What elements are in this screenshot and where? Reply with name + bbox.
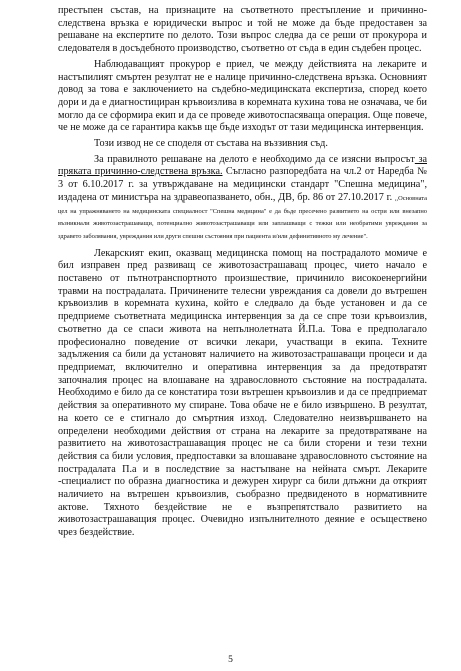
paragraph-3: Този извод не се споделя от състава на въззивния съд. bbox=[94, 138, 328, 150]
paragraph-1: престъпен състав, на признаците на съответното престъпление и причинно-следствена връзка е юридически въпрос и той не може да бъде предоставен за решаване на експертите по делото. Този въпрос следва да се реши от прокурора и следователя в досъдебното производство, съответно от съда в един съдебен процес. bbox=[58, 5, 427, 55]
paragraph-5: Лекарският екип, оказващ медицинска помощ на пострадалото момиче е бил изправен пред развиващ се животозастрашаващ процес, чието начало е поставено от пътнотранспортното произшествие, причинило високоенергийни травми на пострадалата. Причинените телесни увреждания са довели до вътрешен кръвоизлив в коремната кухина, който е следвало да бъде установен и да се предприеме съответната медицинска интервенция за да се спре този кръвоизлив, съответно да се спаси живота на непълнолетната Й.П.а. Това е предполагало професионално поведение от всички лекари, участващи в екипа. Техните задължения са били да установят наличието на животозастрашаващи процеси и да предприемат, включително и оперативна интервенция за да предотвратят започналия процес на влошаване на здравословното състояние на пострадалата. Необходимо е било да се констатира този вътрешен кръвоизлив и да се предприемат действия за оперативното му спиране. Това обаче не е било извършено. В резултат, на което се е стигнало до смъртния изход. Следователно неизвършването на определени необходими действия от страна на лекарите за предотвратяване на развитието на животозастрашаващия процес не са били сторени и тези техни действия са били условия, предпоставки за влошаване здравословното състояние на пострадалата П.а и в последствие за настъпване на нейната смърт. Лекарите -специалист по образна диагностика и дежурен хирург са били длъжни да открият наличието на вътрешен кръвоизлив, съобразно предвиденото в нормативните актове. Тяхното бездействие не е възпрепятствало развитието на животозастрашаващия процес. Очевидно изпълнителното деяние е осъществено чрез бездействие. bbox=[58, 247, 427, 539]
paragraph-4-regulation: Съгласно разпоредбата на чл.2 от Наредба № 3 от 6.10.2017 г. за утвърждаване на медицински стандарт "Спешна медицина", издадена от министъра на здравеопазването, обн., ДВ, бр. 86 от 27.10.2017 г. bbox=[58, 166, 427, 203]
paragraph-4 bbox=[58, 154, 427, 243]
page-number: 5 bbox=[228, 655, 233, 665]
regulation-quote: ,,Основната цел на упражняването на медицинската специалност "Спешна медицина" е да бъде пресечено развитието на остри или внезапно възникнали животозастрашаващи, потенциално животозастрашаващи или заплашващи с тежки или необратими увреждания за здравето заболявания, увреждания или други спешни състояния при пациента и/или дефинитивното му лечение". bbox=[58, 194, 427, 240]
causal-link-phrase: за пряката причинно-следствена връзка. bbox=[58, 153, 427, 178]
paragraph-4-lead: За правилното решаване на делото е необходимо да се изясни въпросът bbox=[94, 153, 415, 165]
paragraph-2: Наблюдаващият прокурор е приел, че между действията на лекарите и настъпилият смъртен резултат не е налице причинно-следствена връзка. Основният довод за това е заключението на съдебно-медицинската експертиза, според което дори и да е диагностициран кръвоизлива в коремната кухина това не означава, че би могло да се сформира екип и да се проведе животоспасяваща операция. Още повече, че не може да се гарантира какъв ще бъде изходът от тази медицинска интервенция. bbox=[58, 58, 427, 134]
